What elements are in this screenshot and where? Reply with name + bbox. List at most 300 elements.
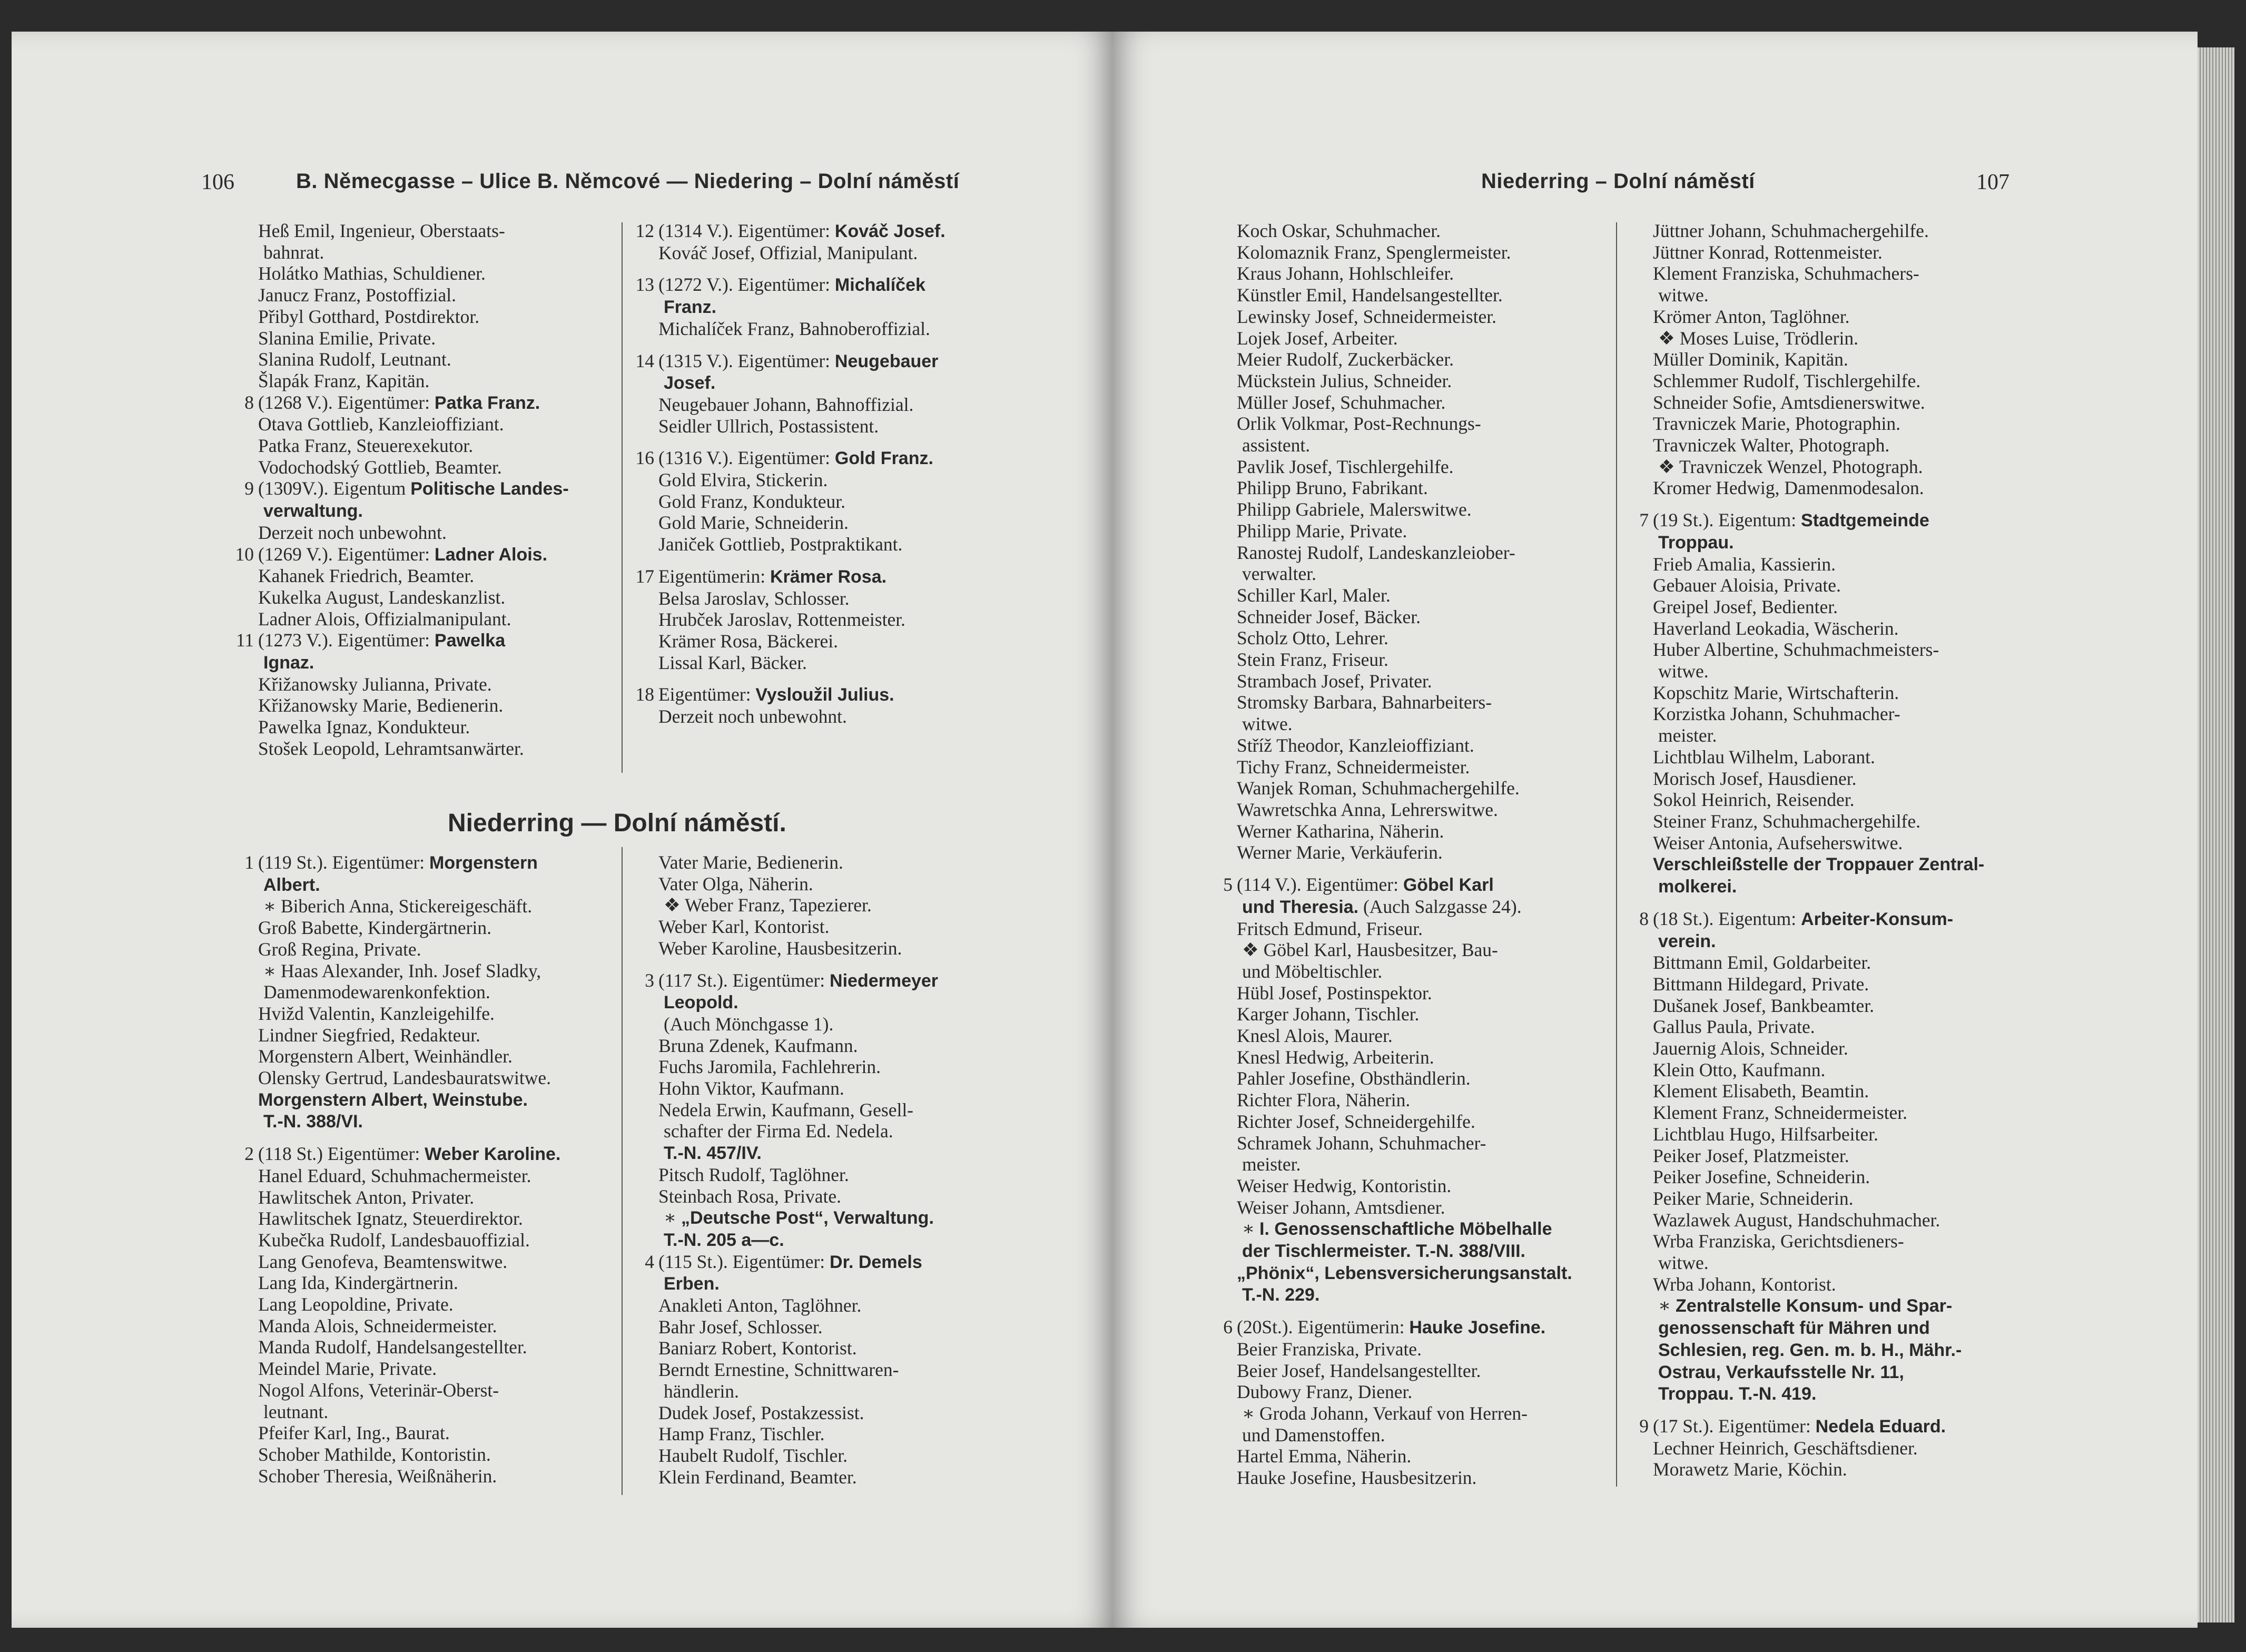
resident-line [233, 1251, 612, 1273]
entry-text: Weiser Antonia, Aufseherswitwe. [1653, 832, 1903, 853]
house-number: 10 [235, 543, 254, 565]
entry-text: Patka Franz, Steuerexekutor. [258, 435, 474, 457]
entry-text: Weber Karl, Kontorist. [658, 916, 830, 938]
entry-text: Philipp Gabriele, Malerswitwe. [1237, 499, 1472, 520]
entry-text: Pawelka Ignaz, Kondukteur. [258, 716, 470, 738]
house-entry-line [633, 1251, 1012, 1273]
entry-text: Werner Katharina, Näherin. [1237, 820, 1444, 842]
resident-line [1211, 1154, 1591, 1175]
entry-bold-text: T.-N. 229. [1242, 1285, 1320, 1305]
house-entry-line [633, 220, 1012, 242]
entry-bold-text: I. Genossenschaftliche Möbelhalle [1259, 1219, 1552, 1240]
resident-line [233, 1165, 612, 1187]
entry-text: Lichtblau Wilhelm, Laborant. [1653, 746, 1875, 768]
house-number: 2 [244, 1143, 254, 1165]
entry-bold-text: Dr. Demels [830, 1252, 922, 1272]
resident-line [633, 1295, 1012, 1316]
entry-text: Kukelka August, Landeskanzlist. [258, 586, 506, 608]
resident-line [1211, 1175, 1591, 1197]
entry-bold-text: Ostrau, Verkaufsstelle Nr. 11, [1658, 1362, 1904, 1382]
entry-text: Bahr Josef, Schlosser. [658, 1316, 823, 1338]
entry-text: Peiker Marie, Schneiderin. [1653, 1187, 1854, 1209]
entry-text: Krömer Anton, Taglöhner. [1653, 306, 1850, 327]
resident-line [1628, 456, 2007, 478]
entry-text: Wawretschka Anna, Lehrerswitwe. [1237, 799, 1498, 820]
entry-text: Slanina Rudolf, Leutnant. [258, 349, 451, 370]
resident-line [233, 457, 612, 478]
entry-text: Ranostej Rudolf, Landeskanzleiober- [1237, 542, 1515, 563]
resident-line [233, 738, 612, 760]
entry-text: Slanina Emilie, Private. [258, 327, 436, 349]
resident-line [1211, 585, 1591, 606]
resident-line [1211, 1403, 1591, 1424]
resident-line [1211, 627, 1591, 649]
resident-line [233, 500, 612, 522]
entry-text: Otava Gottlieb, Kanzleioffiziant. [258, 414, 504, 435]
entry-bold-text: Niedermeyer [830, 970, 939, 991]
entry-bold-text: Nedela Eduard. [1815, 1416, 1946, 1437]
entry-text: Hawlitschek Ignatz, Steuerdirektor. [258, 1208, 523, 1230]
entry-text: assistent. [1242, 435, 1311, 456]
resident-line [1211, 821, 1591, 842]
entry-bold-text: Vysloužil Julius. [755, 685, 894, 705]
house-number: 8 [1639, 908, 1649, 929]
resident-line [1628, 789, 2007, 811]
resident-line [1211, 263, 1591, 284]
entry-text: Frieb Amalia, Kassierin. [1653, 553, 1836, 575]
resident-line [1628, 554, 2007, 575]
entry-text: Eigentümerin: [658, 565, 770, 587]
entry-text: Weiser Johann, Amtsdiener. [1237, 1196, 1445, 1218]
entry-text: Holátko Mathias, Schuldiener. [258, 263, 486, 284]
entry-bold-text: genossenschaft für Mähren und [1658, 1318, 1930, 1339]
resident-line [1211, 1197, 1591, 1218]
resident-line [1211, 1004, 1591, 1025]
house-number: 7 [1639, 509, 1649, 531]
entry-text: Hauke Josefine, Hausbesitzerin. [1237, 1467, 1477, 1489]
entry-bold-text: Ignaz. [263, 653, 314, 673]
entry-bold-text: Michalíček [834, 275, 925, 296]
resident-line [233, 608, 612, 630]
resident-line [1628, 242, 2007, 263]
entries-column-2 [633, 220, 1012, 727]
entry-text: Knesl Hedwig, Arbeiterin. [1237, 1046, 1434, 1068]
entry-text: Gold Marie, Schneiderin. [658, 512, 849, 534]
entry-text: Přibyl Gotthard, Postdirektor. [258, 306, 480, 327]
column-rule [1616, 222, 1617, 1487]
entry-text: Kopschitz Marie, Wirtschafterin. [1653, 682, 1899, 703]
resident-line [1628, 284, 2007, 306]
entry-bold-text: Kováč Josef. [834, 221, 945, 241]
right-page [1112, 32, 2198, 1628]
resident-line [633, 296, 1012, 318]
resident-line [233, 1025, 612, 1046]
entry-text: ❖ Göbel Karl, Hausbesitzer, Bau- [1242, 939, 1498, 961]
entry-bold-text: Troppau. [1658, 532, 1734, 553]
book-page-edges [2198, 47, 2234, 1622]
entry-text: Wazlawek August, Handschuhmacher. [1653, 1209, 1940, 1231]
entry-text: Dubowy Franz, Diener. [1237, 1381, 1413, 1403]
resident-line [1628, 1188, 2007, 1210]
house-entry-line [633, 274, 1012, 296]
entry-text: Korzistka Johann, Schuhmacher- [1653, 703, 1900, 725]
entry-bold-text: „Phönix“, Lebensversicherungsanstalt. [1237, 1263, 1572, 1283]
entry-text: meister. [1658, 725, 1717, 746]
entry-text: witwe. [1242, 713, 1293, 735]
entry-bold-text: Erben. [664, 1274, 720, 1294]
entry-text: Weiser Hedwig, Kontoristin. [1237, 1175, 1452, 1196]
entry-bold-text: Politische Landes- [410, 479, 569, 499]
entry-text: Lang Ida, Kindergärtnerin. [258, 1272, 458, 1294]
resident-line [1211, 1218, 1591, 1240]
entry-text: Pitsch Rudolf, Taglöhner. [658, 1164, 849, 1185]
house-entry-line [633, 447, 1012, 469]
resident-line [1628, 1166, 2007, 1188]
entry-text: Jüttner Johann, Schuhmachergehilfe. [1653, 220, 1929, 241]
entry-text: Klement Franziska, Schuhmachers- [1653, 263, 1919, 284]
resident-line [1628, 930, 2007, 952]
entry-text: Krämer Rosa, Bäckerei. [658, 630, 839, 652]
resident-line [633, 318, 1012, 340]
resident-line [233, 1401, 612, 1423]
entry-text: Klement Franz, Schneidermeister. [1653, 1102, 1908, 1124]
entry-text: Olensky Gertrud, Landesbauratswitwe. [258, 1067, 551, 1089]
entry-text: Hamp Franz, Tischler. [658, 1423, 825, 1445]
running-head-left: B. Němecgasse – Ulice B. Němcové — Niedering – Dolní náměstí [296, 170, 960, 193]
resident-line [233, 1067, 612, 1089]
entry-text: Hrubček Jaroslav, Rottenmeister. [658, 609, 905, 631]
resident-line [1628, 1231, 2007, 1252]
resident-line [1211, 778, 1591, 799]
house-number: 1 [244, 852, 254, 873]
resident-line [1628, 1145, 2007, 1167]
page-number-left: 106 [201, 170, 234, 194]
entry-text: Beier Franziska, Private. [1237, 1338, 1422, 1360]
resident-line [233, 1315, 612, 1337]
resident-line [1628, 1080, 2007, 1102]
resident-line [233, 242, 612, 263]
resident-line [1628, 1438, 2007, 1459]
entry-bold-text: T.-N. 205 a—c. [664, 1230, 784, 1250]
running-head-right: Niederring – Dolní náměstí [1481, 170, 1755, 193]
entries-column-6 [1628, 220, 2007, 1480]
resident-line [233, 960, 612, 982]
entry-text: Hanel Eduard, Schuhmachermeister. [258, 1165, 531, 1186]
resident-line [633, 852, 1012, 873]
resident-line [1628, 832, 2007, 854]
entry-bold-text: Gold Franz. [834, 448, 933, 469]
resident-line [233, 1230, 612, 1251]
entry-text: Neugebauer Johann, Bahnoffizial. [658, 394, 914, 415]
resident-line [1211, 606, 1591, 628]
resident-line [233, 1046, 612, 1067]
resident-line [233, 220, 612, 242]
resident-line [233, 1358, 612, 1380]
entry-text: Morgenstern Albert, Weinhändler. [258, 1046, 513, 1067]
resident-line [633, 991, 1012, 1014]
entry-text: Seidler Ullrich, Postassistent. [658, 415, 879, 437]
entry-text: Morawetz Marie, Köchin. [1653, 1459, 1847, 1480]
entry-text: Bittmann Emil, Goldarbeiter. [1653, 952, 1871, 974]
entry-text: Pfeifer Karl, Ing., Baurat. [258, 1422, 450, 1444]
resident-line [1211, 1111, 1591, 1133]
resident-line [233, 695, 612, 716]
resident-line [1628, 1210, 2007, 1231]
house-number: 9 [244, 478, 254, 499]
entry-bold-text: Morgenstern [429, 853, 538, 873]
resident-line [233, 370, 612, 392]
resident-line [1211, 1467, 1591, 1489]
house-number: 14 [635, 350, 654, 371]
entry-text: Fuchs Jaromila, Fachlehrerin. [658, 1056, 881, 1078]
resident-line [1211, 1446, 1591, 1467]
house-number: 3 [645, 969, 654, 991]
resident-line [633, 609, 1012, 631]
entry-text: ∗ [664, 1207, 682, 1228]
entry-text: Künstler Emil, Handelsangestellter. [1237, 284, 1503, 306]
entry-text: ∗ Groda Johann, Verkauf von Herren- [1242, 1402, 1528, 1424]
entry-bold-text: T.-N. 388/VI. [263, 1112, 363, 1132]
resident-line [1628, 876, 2007, 898]
resident-line [1628, 661, 2007, 682]
house-entry-line [633, 350, 1012, 372]
resident-line [1211, 939, 1591, 961]
resident-line [233, 981, 612, 1003]
entry-bold-text: und Theresia. [1242, 897, 1359, 917]
resident-line [1628, 1383, 2007, 1405]
entry-text: Gebauer Aloisia, Private. [1653, 575, 1841, 596]
entry-text: Philipp Marie, Private. [1237, 520, 1407, 542]
entry-text: Schneider Sofie, Amtsdienerswitwe. [1653, 391, 1925, 413]
entry-text: (17 St.). Eigentümer: [1653, 1415, 1816, 1437]
resident-line [1211, 1424, 1591, 1446]
entry-text: (1314 V.). Eigentümer: [658, 220, 835, 241]
entry-text: (18 St.). Eigentum: [1653, 908, 1801, 929]
resident-line [633, 1207, 1012, 1229]
entry-bold-text: verwaltung. [263, 501, 363, 522]
entry-text: Gold Franz, Kondukteur. [658, 490, 845, 512]
entry-text: Kováč Josef, Offizial, Manipulant. [658, 242, 918, 263]
entry-text: Schober Theresia, Weißnäherin. [258, 1465, 497, 1487]
resident-line [1211, 499, 1591, 520]
resident-line [1628, 746, 2007, 768]
entry-bold-text: T.-N. 457/IV. [664, 1143, 762, 1164]
resident-line [1628, 639, 2007, 661]
resident-line [1628, 1016, 2007, 1038]
house-number: 12 [635, 220, 654, 241]
house-entry-line [1628, 1415, 2007, 1438]
resident-line [633, 1120, 1012, 1142]
resident-line [1211, 392, 1591, 414]
entry-text: Kromer Hedwig, Damenmodesalon. [1653, 477, 1924, 499]
resident-line [1211, 649, 1591, 671]
resident-line [233, 435, 612, 457]
resident-line [633, 416, 1012, 437]
resident-line [233, 414, 612, 435]
resident-line [1211, 799, 1591, 821]
entry-text: Wrba Johann, Kontorist. [1653, 1273, 1836, 1295]
entry-bold-text: Franz. [664, 297, 717, 318]
entry-text: Vater Marie, Bedienerin. [658, 852, 843, 873]
house-number: 16 [635, 447, 654, 469]
resident-line [1628, 1361, 2007, 1383]
entry-text: Manda Alois, Schneidermeister. [258, 1315, 497, 1336]
resident-line [1211, 328, 1591, 349]
entry-text: Lang Leopoldine, Private. [258, 1294, 454, 1315]
entry-text: (119 St.). Eigentümer: [258, 852, 430, 873]
resident-line [233, 1466, 612, 1487]
house-entry-line [633, 684, 1012, 706]
house-entry-line [233, 852, 612, 874]
resident-line [233, 917, 612, 939]
entry-text: Vodochodský Gottlieb, Beamter. [258, 456, 502, 478]
entry-text: Fritsch Edmund, Friseur. [1237, 918, 1423, 939]
entry-text: Mückstein Julius, Schneider. [1237, 370, 1452, 391]
resident-line [1211, 961, 1591, 982]
entry-text: Lichtblau Hugo, Hilfsarbeiter. [1653, 1123, 1878, 1145]
entry-text: Kraus Johann, Hohlschleifer. [1237, 263, 1454, 284]
house-entry-line [1211, 874, 1591, 896]
resident-line [233, 1336, 612, 1358]
entries-column-3 [233, 852, 612, 1487]
resident-line [1211, 542, 1591, 564]
entry-text: Peiker Josef, Platzmeister. [1653, 1145, 1849, 1166]
resident-line [233, 1187, 612, 1208]
entry-bold-text: „Deutsche Post“, Verwaltung. [681, 1208, 934, 1228]
resident-line [1628, 1038, 2007, 1059]
resident-line [1628, 349, 2007, 370]
resident-line [233, 1089, 612, 1111]
entry-text: bahnrat. [263, 241, 324, 263]
entry-text: Richter Josef, Schneidergehilfe. [1237, 1110, 1475, 1132]
resident-line [633, 1338, 1012, 1359]
entry-text: Travniczek Walter, Photograph. [1653, 435, 1890, 456]
entry-text: Křižanowsky Julianna, Private. [258, 673, 492, 695]
resident-line [233, 565, 612, 587]
resident-line [633, 1099, 1012, 1121]
entry-text: Eigentümer: [658, 684, 756, 705]
entry-text: (1316 V.). Eigentümer: [658, 447, 835, 469]
resident-line [1628, 1295, 2007, 1317]
resident-line [633, 1229, 1012, 1251]
resident-line [1628, 575, 2007, 596]
entry-text: Scholz Otto, Lehrer. [1237, 627, 1388, 649]
entry-text: (1269 V.). Eigentümer: [258, 543, 435, 565]
entry-text: Greipel Josef, Bedienter. [1653, 596, 1838, 617]
entry-text: (Auch Salzgasse 24). [1358, 896, 1522, 917]
resident-line [1211, 220, 1591, 242]
resident-line [633, 1316, 1012, 1338]
entry-text: Werner Marie, Verkäuferin. [1237, 842, 1443, 863]
resident-line [233, 587, 612, 608]
entry-bold-text: Pawelka [434, 631, 506, 651]
resident-line [1211, 520, 1591, 542]
column-rule [622, 847, 623, 1495]
resident-line [633, 1056, 1012, 1078]
resident-line [1628, 974, 2007, 995]
resident-line [1211, 756, 1591, 778]
entry-text: Michalíček Franz, Bahnoberoffizial. [658, 318, 930, 339]
entry-text: (1309V.). Eigentum [258, 478, 411, 499]
resident-line [633, 588, 1012, 609]
resident-line [1211, 370, 1591, 392]
house-entry-line [633, 566, 1012, 588]
entry-text: Groß Babette, Kindergärtnerin. [258, 917, 491, 939]
entry-text: (115 St.). Eigentümer: [658, 1251, 830, 1272]
entry-bold-text: der Tischlermeister. T.-N. 388/VIII. [1242, 1241, 1525, 1262]
entry-text: Šlapák Franz, Kapitän. [258, 370, 430, 391]
entry-text: Richter Flora, Näherin. [1237, 1089, 1411, 1111]
resident-line [1628, 1252, 2007, 1274]
entry-bold-text: Arbeiter-Konsum- [1801, 909, 1954, 929]
entry-bold-text: Weber Karoline. [425, 1144, 561, 1165]
resident-line [233, 328, 612, 349]
house-entry-line [233, 544, 612, 566]
resident-line [1628, 1317, 2007, 1339]
house-number: 17 [635, 565, 654, 587]
resident-line [633, 1035, 1012, 1057]
entry-text: Müller Josef, Schuhmacher. [1237, 391, 1446, 413]
resident-line [633, 652, 1012, 674]
house-entry-line [233, 630, 612, 652]
resident-line [1628, 413, 2007, 435]
resident-line [633, 469, 1012, 491]
entry-text: Haubelt Rudolf, Tischler. [658, 1444, 848, 1466]
resident-line [1628, 1274, 2007, 1295]
resident-line [633, 242, 1012, 264]
entry-text: Lojek Josef, Arbeiter. [1237, 327, 1398, 349]
entry-text: Haverland Leokadia, Wäscherin. [1653, 617, 1899, 639]
entry-text: ❖ Travniczek Wenzel, Photograph. [1658, 456, 1923, 477]
resident-line [633, 1467, 1012, 1488]
resident-line [1628, 618, 2007, 640]
entry-bold-text: verein. [1658, 931, 1716, 951]
resident-line [1211, 713, 1591, 735]
entry-text: und Möbeltischler. [1242, 960, 1383, 982]
entry-bold-text: Göbel Karl [1403, 875, 1494, 896]
entry-text: Bittmann Hildegard, Private. [1653, 973, 1869, 995]
entry-text: Klement Elisabeth, Beamtin. [1653, 1080, 1869, 1102]
resident-line [233, 1272, 612, 1294]
entry-text: (Auch Mönchgasse 1). [664, 1013, 834, 1035]
resident-line [633, 1142, 1012, 1164]
house-number: 18 [635, 684, 654, 705]
entry-text: Müller Dominik, Kapitän. [1653, 349, 1848, 370]
page-number-right: 107 [1976, 170, 2009, 194]
entry-bold-text: Troppau. T.-N. 419. [1658, 1384, 1817, 1404]
entry-text: Stein Franz, Friseur. [1237, 649, 1388, 671]
entry-text: ∗ [1658, 1295, 1676, 1316]
entry-text: und Damenstoffen. [1242, 1424, 1385, 1446]
entry-text: Kolomaznik Franz, Spenglermeister. [1237, 241, 1511, 263]
resident-line [233, 1422, 612, 1444]
house-number: 4 [645, 1251, 654, 1272]
resident-line [633, 512, 1012, 534]
resident-line [1628, 1339, 2007, 1361]
resident-line [1628, 477, 2007, 499]
entry-text: Schneider Josef, Bäcker. [1237, 606, 1421, 627]
entry-bold-text: Schlesien, reg. Gen. m. b. H., Mähr.- [1658, 1340, 1962, 1360]
resident-line [233, 306, 612, 328]
resident-line [633, 894, 1012, 916]
entry-text: Stromsky Barbara, Bahnarbeiters- [1237, 692, 1492, 713]
resident-line [1211, 692, 1591, 713]
resident-line [233, 1208, 612, 1230]
resident-line [633, 873, 1012, 895]
entry-text: Philipp Bruno, Fabrikant. [1237, 477, 1428, 499]
resident-line [1628, 1459, 2007, 1480]
entry-text: Meier Rudolf, Zuckerbäcker. [1237, 349, 1454, 370]
